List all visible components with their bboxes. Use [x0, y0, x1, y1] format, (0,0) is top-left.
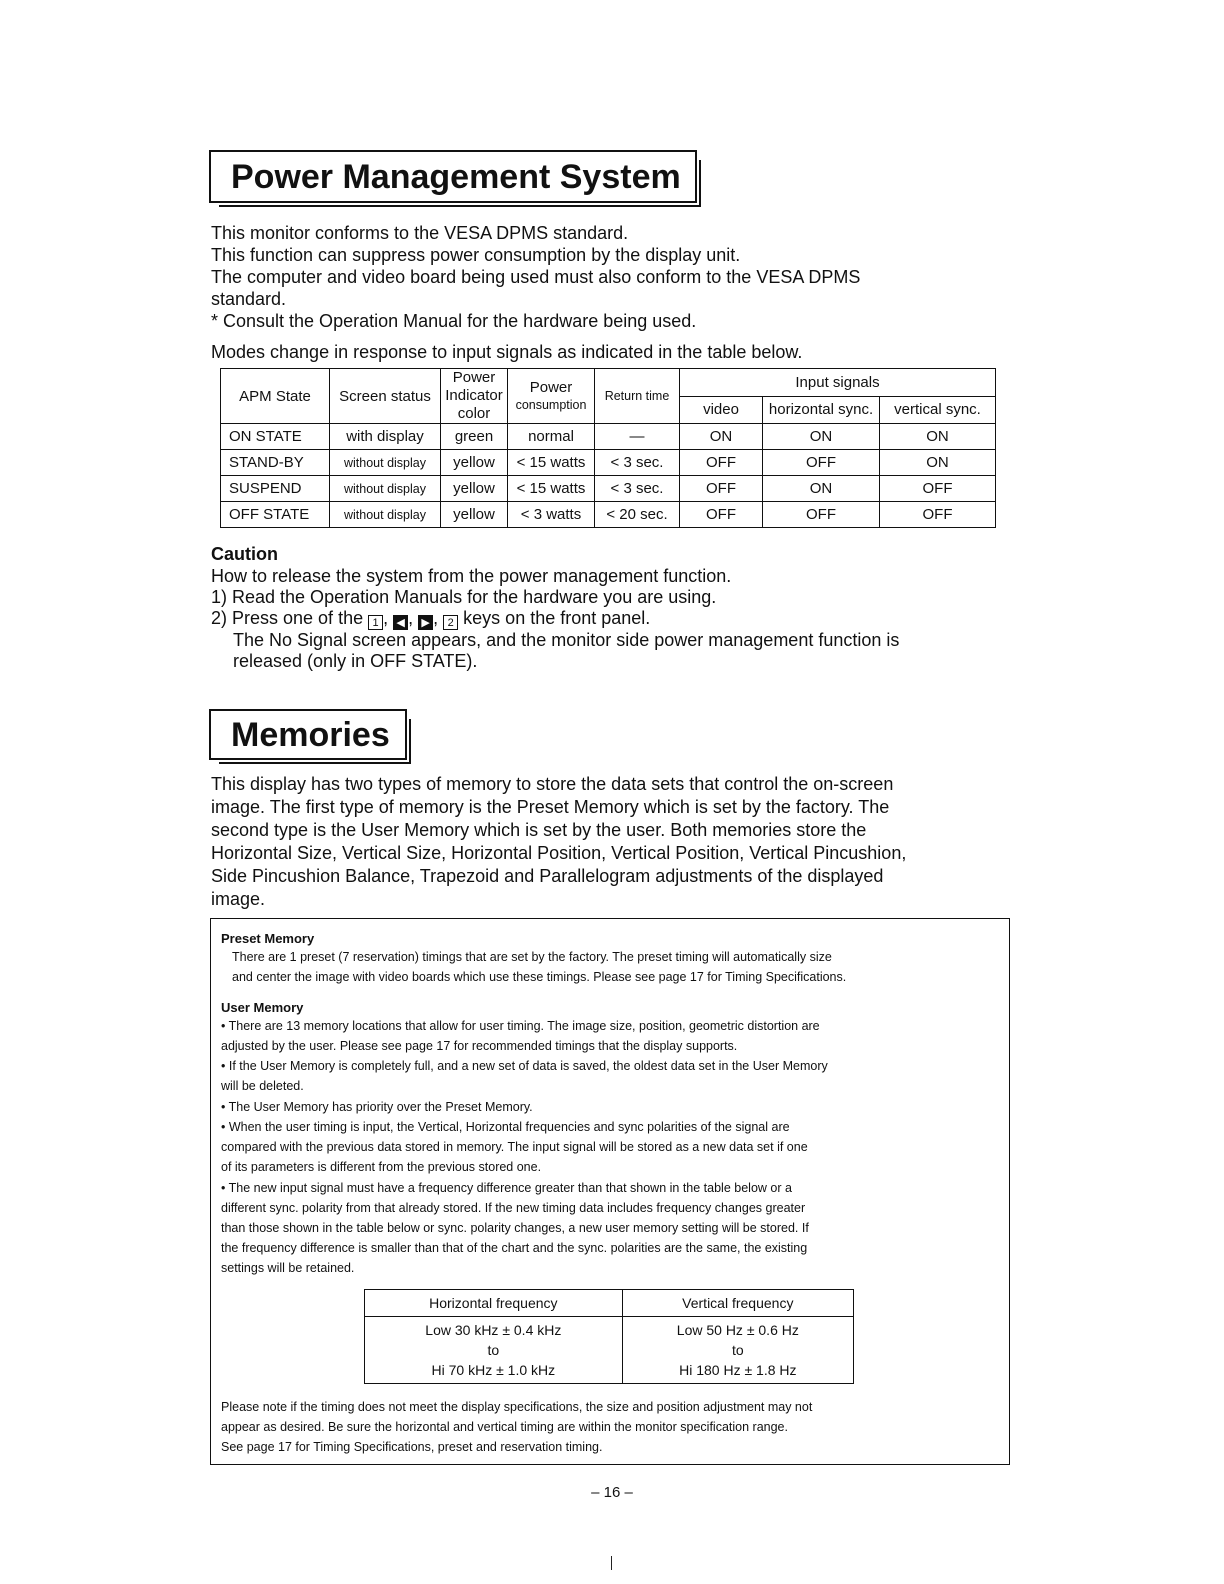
- header-line: Power: [452, 369, 496, 386]
- cell-screen: without display: [330, 450, 441, 476]
- freq-header-horizontal: Horizontal frequency: [365, 1290, 623, 1317]
- memories-line: image.: [211, 889, 266, 909]
- user-line: • The User Memory has priority over the Preset Memory.: [221, 1100, 533, 1114]
- intro-line: The computer and video board being used must also conform to the VESA DPMS: [211, 267, 861, 287]
- user-line: the frequency difference is smaller than that of the chart and the sync. polarities are the same, the existing: [221, 1241, 808, 1255]
- cell-return: < 3 sec.: [595, 476, 680, 502]
- preset-memory-title: Preset Memory: [221, 931, 315, 946]
- cell-state: SUSPEND: [221, 476, 330, 502]
- right-arrow-key-icon: ▶: [418, 615, 433, 630]
- user-line: • There are 13 memory locations that allow for user timing. The image size, position, geometric distortion are: [221, 1019, 820, 1033]
- caution-title: Caution: [211, 544, 278, 564]
- header-input-signals: Input signals: [680, 369, 996, 397]
- cell-vsync: OFF: [880, 502, 996, 528]
- table-row: [221, 424, 996, 450]
- memories-line: second type is the User Memory which is set by the user. Both memories store the: [211, 820, 867, 840]
- header-apm-state: APM State: [221, 369, 330, 424]
- user-line: than those shown in the table below or sync. polarity changes, a new user memory setting will be stored. If: [221, 1221, 809, 1235]
- cell-hsync: ON: [763, 424, 880, 450]
- table-row: [221, 450, 996, 476]
- note-line: appear as desired. Be sure the horizontal and vertical timing are within the monitor specification range.: [221, 1420, 788, 1434]
- header-screen-status: Screen status: [330, 369, 441, 424]
- cell-return: —: [595, 424, 680, 450]
- intro-line: This function can suppress power consumption by the display unit.: [211, 245, 741, 265]
- freq-low: Low 50 Hz ± 0.6 Hz: [676, 1322, 799, 1338]
- user-memory-title: User Memory: [221, 1000, 304, 1015]
- header-return-time: Return time: [595, 369, 680, 424]
- preset-line: There are 1 preset (7 reservation) timings that are set by the factory. The preset timing will automatically size: [232, 950, 832, 964]
- freq-low: Low 30 kHz ± 0.4 kHz: [425, 1322, 562, 1338]
- freq-to: to: [487, 1342, 500, 1358]
- cell-hsync: OFF: [763, 502, 880, 528]
- freq-hi: Hi 180 Hz ± 1.8 Hz: [679, 1362, 797, 1378]
- intro-line: standard.: [211, 289, 287, 309]
- user-line: • The new input signal must have a frequency difference greater than that shown in the table below or a: [221, 1181, 792, 1195]
- page-number: – 16 –: [591, 1484, 633, 1501]
- apm-table: [220, 368, 996, 528]
- intro-line: * Consult the Operation Manual for the hardware being used.: [211, 311, 697, 331]
- memories-title-text: Memories: [231, 716, 390, 754]
- caution-text: 2) Press one of the: [211, 608, 364, 628]
- user-line: • If the User Memory is completely full, and a new set of data is saved, the oldest data set in the User Memory: [221, 1059, 828, 1073]
- cell-return: < 3 sec.: [595, 450, 680, 476]
- cell-screen: with display: [330, 424, 441, 450]
- header-vsync: vertical sync.: [880, 396, 996, 424]
- caution-block: [211, 566, 899, 672]
- user-line: different sync. polarity from that already stored. If the new timing data includes frequency changes greater: [221, 1201, 806, 1215]
- power-intro: [211, 222, 860, 332]
- cell-return: < 20 sec.: [595, 502, 680, 528]
- user-line: will be deleted.: [221, 1079, 304, 1093]
- header-power-consumption: [508, 369, 595, 424]
- cell-state: ON STATE: [221, 424, 330, 450]
- caution-line: 1) Read the Operation Manuals for the hardware you are using.: [211, 587, 717, 607]
- header-line: Power: [529, 379, 573, 396]
- user-line: compared with the previous data stored in memory. The input signal will be stored as a new data set if one: [221, 1140, 808, 1154]
- caution-line: released (only in OFF STATE).: [233, 651, 478, 671]
- memories-title: [209, 709, 407, 760]
- key-1-icon: 1: [368, 615, 383, 630]
- cell-power: < 15 watts: [508, 450, 595, 476]
- cell-power: normal: [508, 424, 595, 450]
- memories-line: Horizontal Size, Vertical Size, Horizontal Position, Vertical Position, Vertical Pincushion,: [211, 843, 907, 863]
- key-2-icon: 2: [443, 615, 458, 630]
- caution-line-keys: 2) Press one of the 1 , ◀ , ▶ , 2 keys on the front panel.: [211, 608, 651, 629]
- cell-video: OFF: [680, 476, 763, 502]
- header-video: video: [680, 396, 763, 424]
- caution-line: How to release the system from the power management function.: [211, 566, 732, 586]
- freq-cell-horizontal: [365, 1317, 623, 1384]
- cell-screen: without display: [330, 502, 441, 528]
- header-power-indicator: [441, 369, 508, 424]
- cell-hsync: ON: [763, 476, 880, 502]
- power-management-title: [209, 150, 697, 203]
- preset-line: and center the image with video boards which use these timings. Please see page 17 for Timing Specifications.: [232, 970, 847, 984]
- cell-hsync: OFF: [763, 450, 880, 476]
- cell-state: STAND-BY: [221, 450, 330, 476]
- table-row: [221, 502, 996, 528]
- cell-color: yellow: [441, 502, 508, 528]
- caution-text: keys on the front panel.: [463, 608, 651, 628]
- scan-mark: [611, 1556, 612, 1570]
- freq-to: to: [731, 1342, 744, 1358]
- cell-power: < 15 watts: [508, 476, 595, 502]
- memory-info-box: [210, 918, 1010, 1465]
- freq-hi: Hi 70 kHz ± 1.0 kHz: [431, 1362, 556, 1378]
- caution-line: The No Signal screen appears, and the monitor side power management function is: [233, 630, 900, 650]
- table-row: [221, 476, 996, 502]
- header-hsync: horizontal sync.: [763, 396, 880, 424]
- cell-video: OFF: [680, 450, 763, 476]
- memories-line: Side Pincushion Balance, Trapezoid and Parallelogram adjustments of the displayed: [211, 866, 884, 886]
- cell-color: yellow: [441, 450, 508, 476]
- cell-vsync: ON: [880, 424, 996, 450]
- user-line: • When the user timing is input, the Vertical, Horizontal frequencies and sync polarities of the signal are: [221, 1120, 790, 1134]
- header-line: color: [457, 405, 491, 422]
- user-line: adjusted by the user. Please see page 17 for recommended timings that the display supports.: [221, 1039, 738, 1053]
- freq-header-vertical: Vertical frequency: [622, 1290, 853, 1317]
- user-line: settings will be retained.: [221, 1261, 355, 1275]
- memories-line: This display has two types of memory to store the data sets that control the on-screen: [211, 774, 894, 794]
- intro-line: This monitor conforms to the VESA DPMS standard.: [211, 223, 629, 243]
- cell-power: < 3 watts: [508, 502, 595, 528]
- left-arrow-key-icon: ◀: [393, 615, 408, 630]
- freq-cell-vertical: [622, 1317, 853, 1384]
- table-lead: Modes change in response to input signals as indicated in the table below.: [211, 342, 803, 362]
- cell-screen: without display: [330, 476, 441, 502]
- cell-color: green: [441, 424, 508, 450]
- cell-state: OFF STATE: [221, 502, 330, 528]
- note-line: Please note if the timing does not meet the display specifications, the size and position adjustment may not: [221, 1400, 813, 1414]
- cell-vsync: ON: [880, 450, 996, 476]
- cell-video: OFF: [680, 502, 763, 528]
- cell-video: ON: [680, 424, 763, 450]
- user-line: of its parameters is different from the previous stored one.: [221, 1160, 542, 1174]
- header-line: consumption: [515, 398, 587, 412]
- power-management-title-text: Power Management System: [231, 158, 681, 196]
- memories-paragraph: [211, 773, 991, 911]
- frequency-table: [364, 1289, 854, 1384]
- cell-vsync: OFF: [880, 476, 996, 502]
- cell-color: yellow: [441, 476, 508, 502]
- note-line: See page 17 for Timing Specifications, preset and reservation timing.: [221, 1440, 603, 1454]
- header-line: Indicator: [445, 387, 503, 404]
- memories-line: image. The first type of memory is the Preset Memory which is set by the factory. The: [211, 797, 890, 817]
